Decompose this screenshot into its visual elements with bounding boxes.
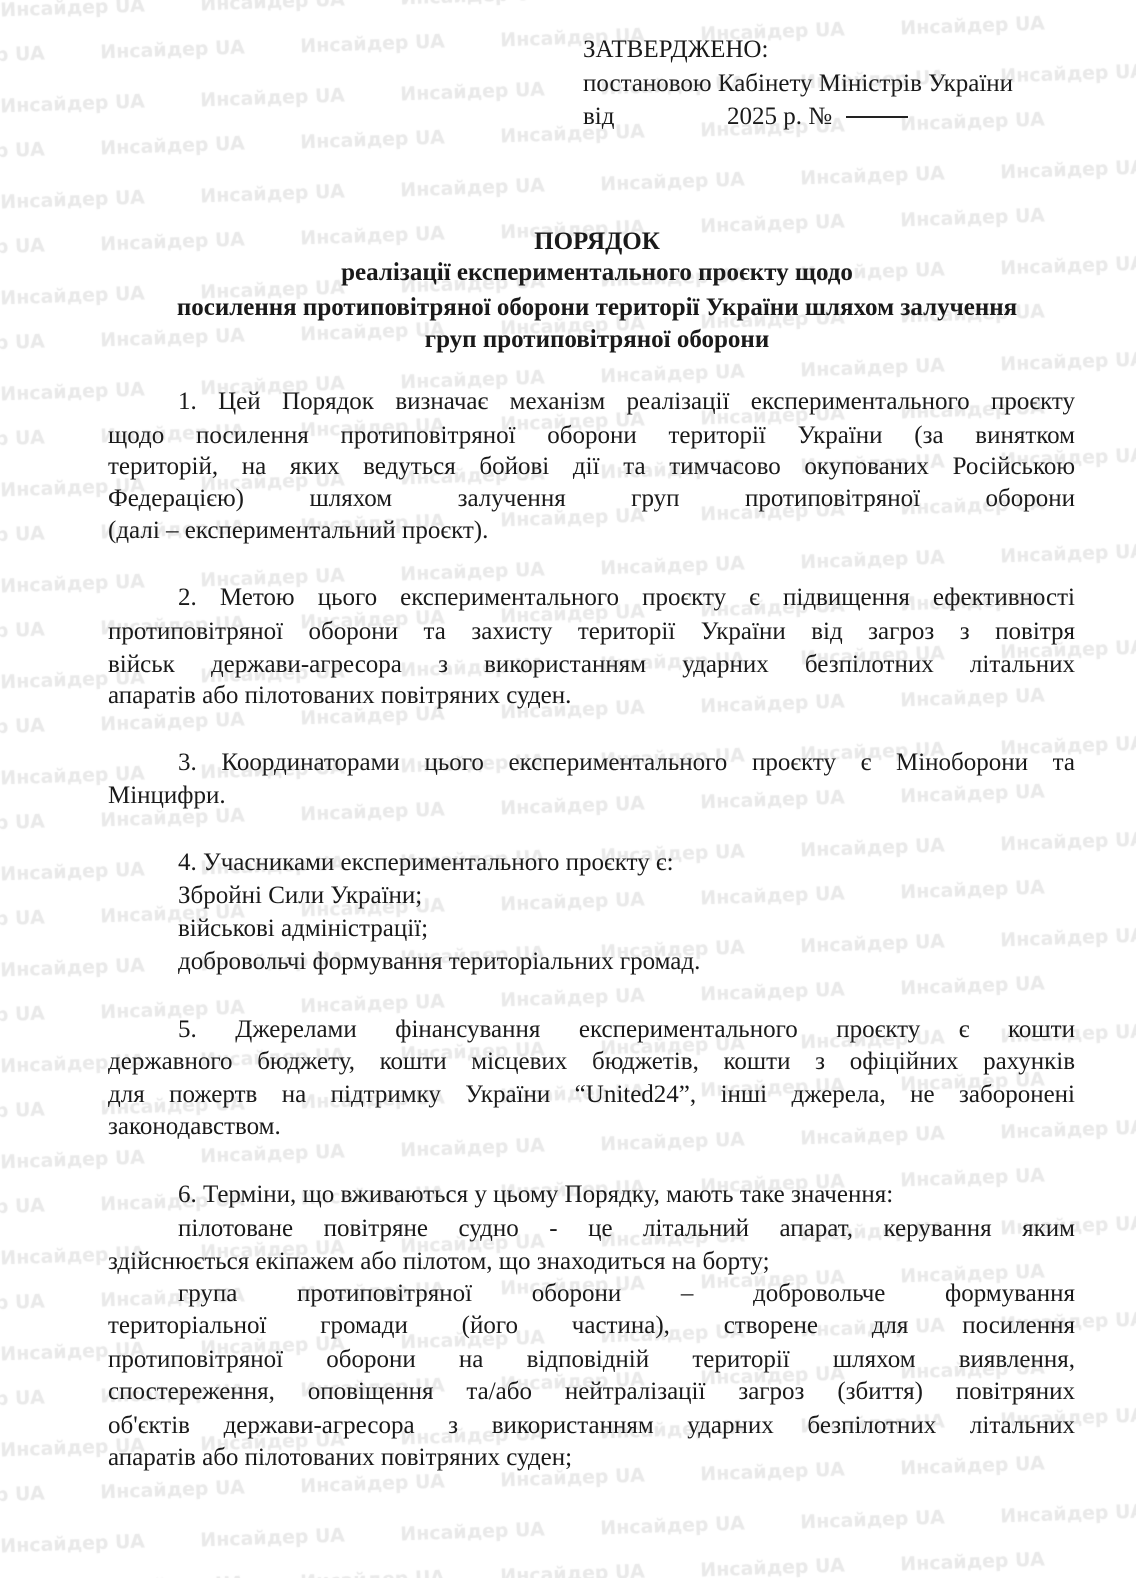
paragraph-line: Федерацією) шляхом залучення груп протиповітряної оборони bbox=[108, 485, 1075, 512]
paragraph-line: спостереження, оповіщення та/або нейтралізації загроз (збиття) повітряних bbox=[108, 1378, 1075, 1405]
paragraph-line: 4. Учасниками експериментального проєкту є: bbox=[178, 849, 674, 876]
paragraph-line: 2. Метою цього експериментального проєкту є підвищення ефективності bbox=[178, 584, 1075, 611]
title-line: реалізації експериментального проєкту щодо bbox=[341, 259, 853, 286]
paragraph-line: 1. Цей Порядок визначає механізм реалізації експериментального проєкту bbox=[178, 388, 1075, 415]
paragraph-line: група протиповітряної оборони – добровольче формування bbox=[178, 1280, 1075, 1307]
paragraph-line: законодавством. bbox=[108, 1113, 281, 1140]
paragraph-line: військ держави-агресора з використанням ударних безпілотних літальних bbox=[108, 651, 1075, 678]
paragraph-line: територіальної громади (його частина), створене для посилення bbox=[108, 1312, 1075, 1339]
paragraph-line: апаратів або пілотованих повітряних суден; bbox=[108, 1444, 573, 1471]
paragraph-line: пілотоване повітряне судно - це літальний апарат, керування яким bbox=[178, 1215, 1075, 1242]
paragraph-line: 6. Терміни, що вживаються у цьому Порядку, мають таке значення: bbox=[178, 1181, 894, 1208]
paragraph-line: Мінцифри. bbox=[108, 782, 226, 809]
date-year: 2025 р. № bbox=[727, 103, 833, 130]
paragraph-line: об'єктів держави-агресора з використанням ударних безпілотних літальних bbox=[108, 1412, 1075, 1439]
date-prefix: від bbox=[583, 103, 615, 130]
approved-label: ЗАТВЕРДЖЕНО: bbox=[583, 36, 769, 63]
number-blank bbox=[846, 116, 908, 118]
paragraph-line: добровольчі формування територіальних громад. bbox=[178, 948, 701, 975]
paragraph-line: 3. Координаторами цього експериментального проєкту є Міноборони та bbox=[178, 749, 1075, 776]
paragraph-line: територій, на яких ведуться бойові дії та тимчасово окупованих Російською bbox=[108, 453, 1075, 480]
paragraph-line: протиповітряної оборони та захисту території України від загроз з повітря bbox=[108, 618, 1075, 645]
paragraph-line: (далі – експериментальний проєкт). bbox=[108, 517, 489, 544]
title-line: посилення протиповітряної оборони території України шляхом залучення bbox=[176, 294, 1018, 321]
paragraph-line: здійснюється екіпажем або пілотом, що знаходиться на борту; bbox=[108, 1248, 770, 1275]
date-line bbox=[727, 101, 908, 133]
title-line: груп протиповітряної оборони bbox=[424, 326, 770, 353]
paragraph-line: Збройні Сили України; bbox=[178, 882, 423, 909]
paragraph-line: протиповітряної оборони на відповідній території шляхом виявлення, bbox=[108, 1346, 1075, 1373]
paragraph-line: державного бюджету, кошти місцевих бюджетів, кошти з офіційних рахунків bbox=[108, 1048, 1075, 1075]
paragraph-line: військові адміністрації; bbox=[178, 915, 429, 942]
resolution-line: постановою Кабінету Міністрів України bbox=[583, 70, 1014, 97]
paragraph-line: 5. Джерелами фінансування експериментального проєкту є кошти bbox=[178, 1016, 1075, 1043]
paragraph-line: щодо посилення протиповітряної оборони території України (за винятком bbox=[108, 422, 1075, 449]
paragraph-line: для пожертв на підтримку України “United24”, інші джерела, не заборонені bbox=[108, 1081, 1075, 1108]
paragraph-line: апаратів або пілотованих повітряних суден. bbox=[108, 682, 572, 709]
title-line: ПОРЯДОК bbox=[534, 228, 660, 255]
